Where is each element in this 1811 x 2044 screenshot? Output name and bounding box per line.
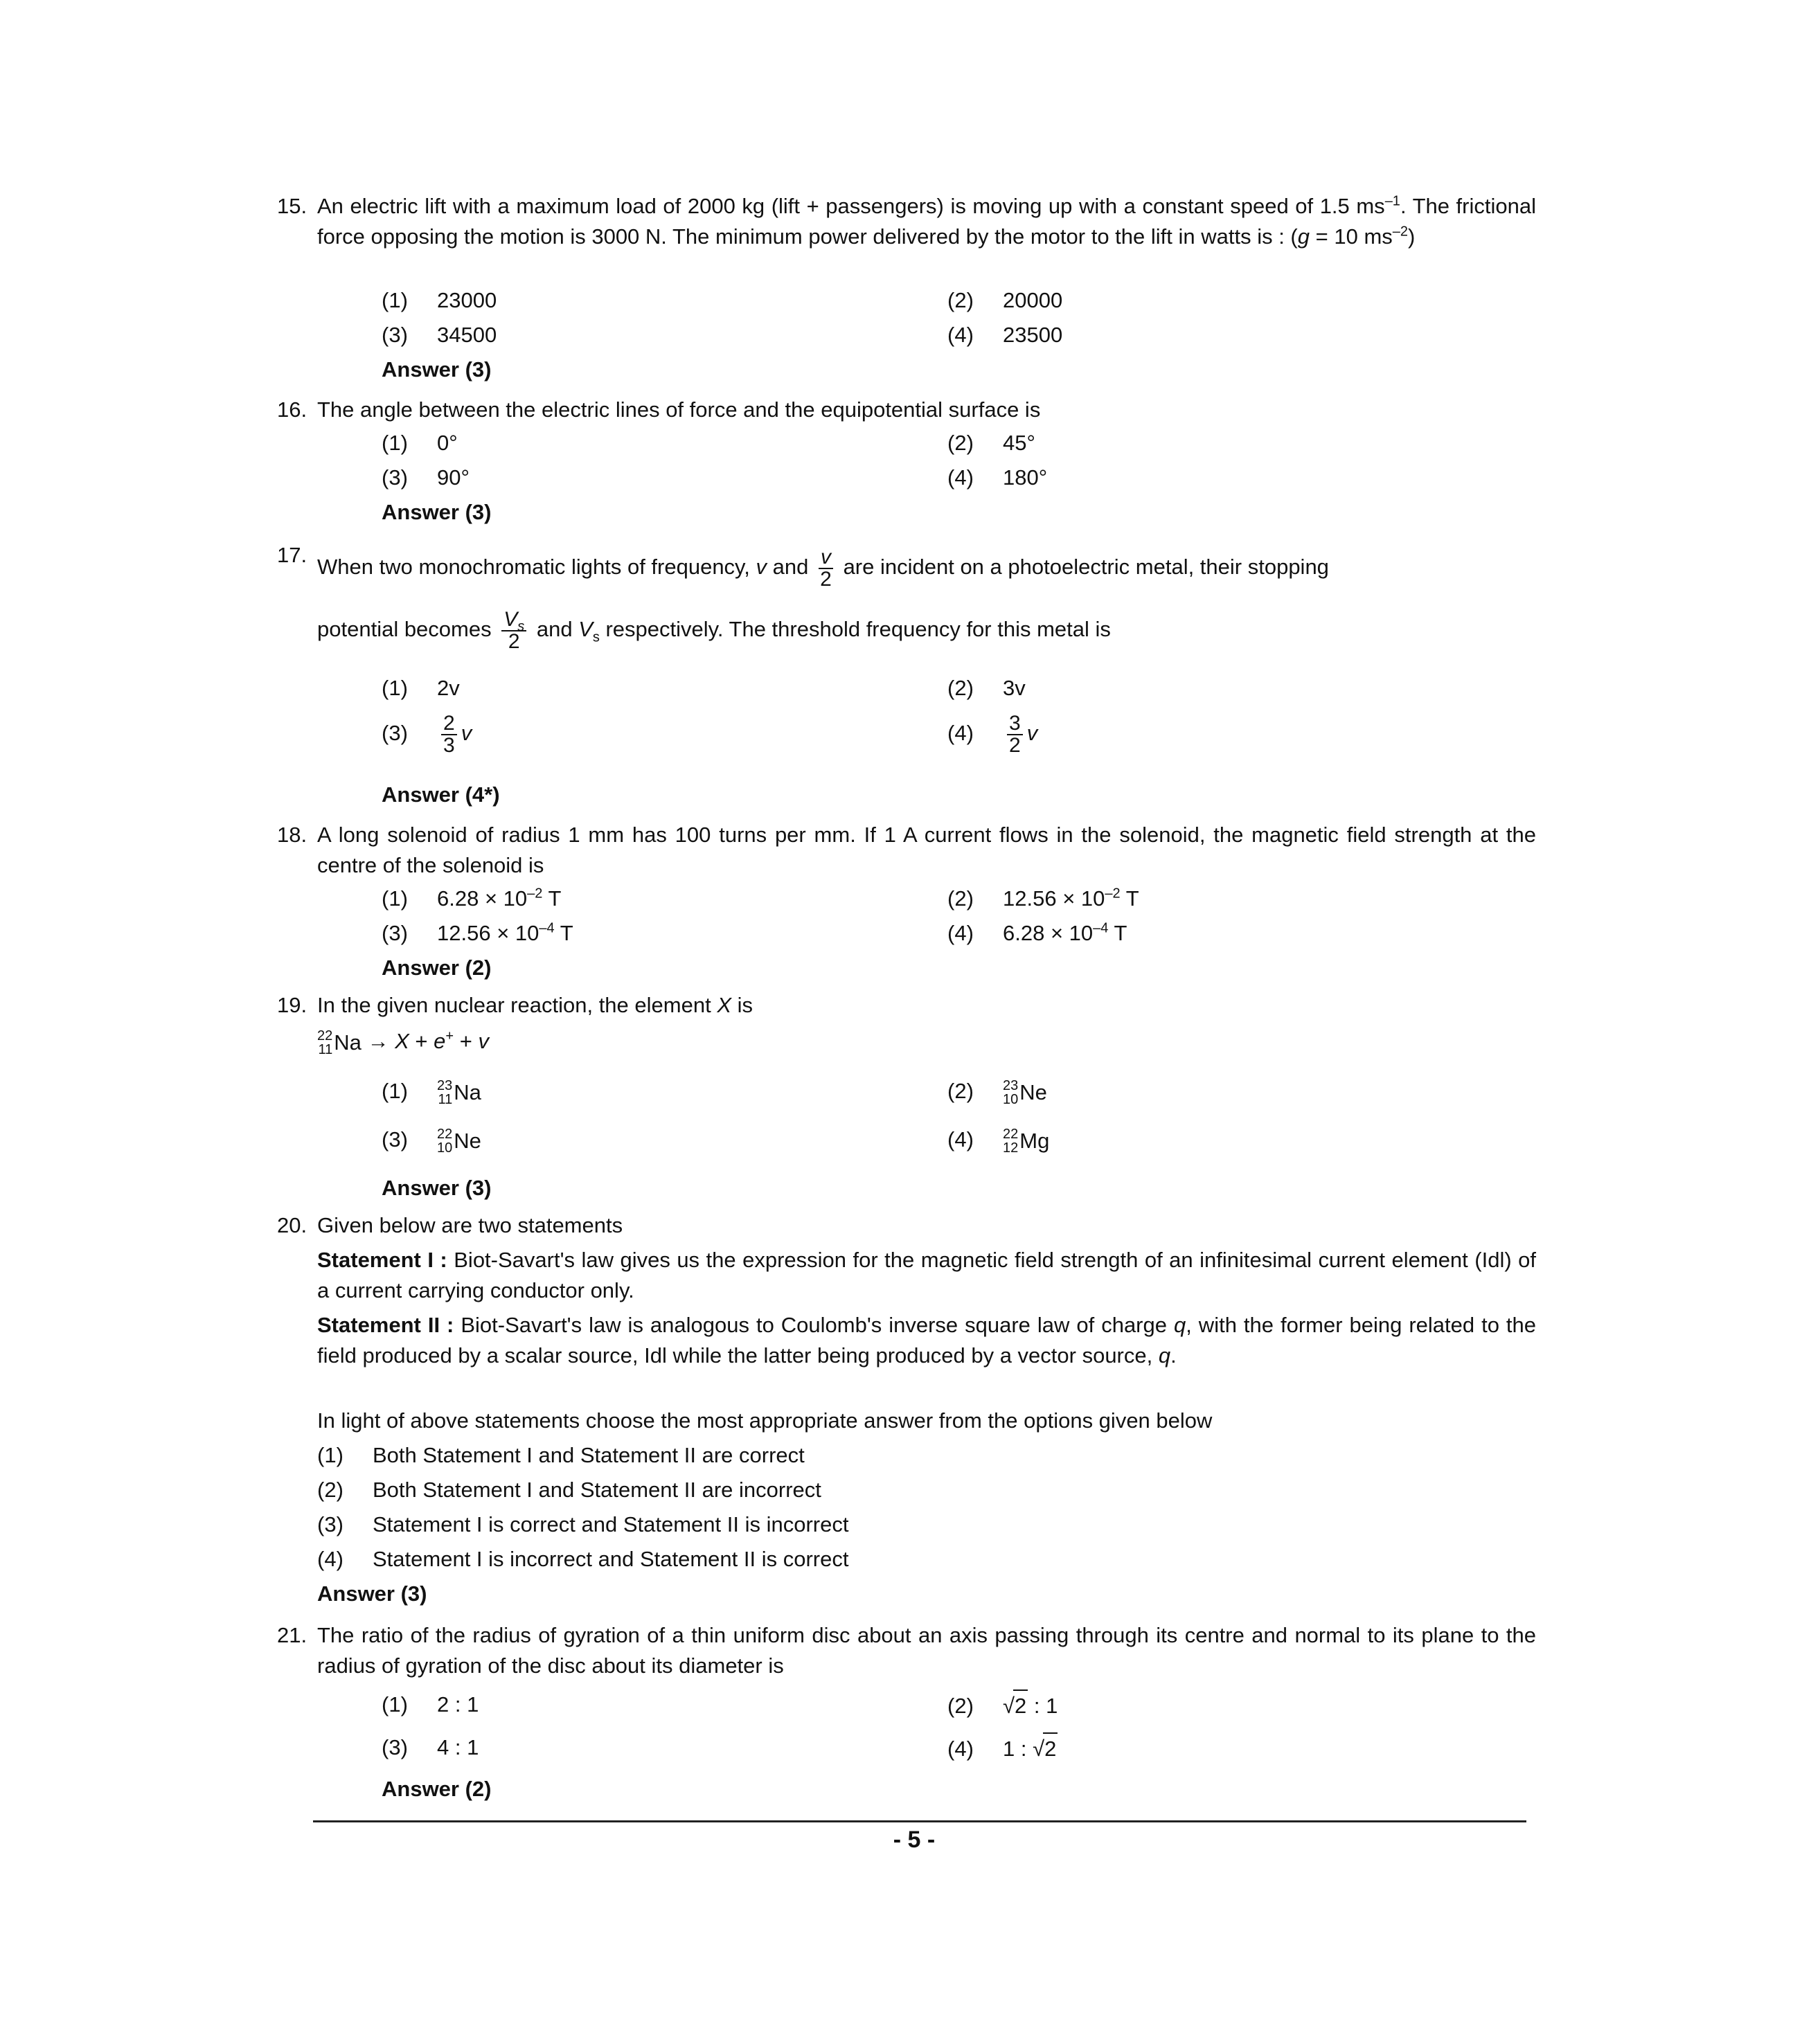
fraction: $\frac{V_s}{2}$ — [501, 609, 526, 652]
option-2: (2) √2 : 1 — [947, 1689, 1058, 1721]
option-4: (4) Statement I is incorrect and Statement II is correct — [317, 1547, 849, 1571]
option-4: (4) 1 : √2 — [947, 1732, 1058, 1764]
question-20 — [277, 1210, 1536, 1606]
footer-divider — [313, 1820, 1526, 1822]
option-2: (2) 45° — [947, 431, 1035, 455]
option-1: (1) 23000 — [382, 288, 497, 312]
answer: Answer (4*) — [382, 782, 500, 807]
question-number: 19. — [277, 993, 307, 1017]
answer: Answer (3) — [382, 357, 492, 382]
option-1: (1) 0° — [382, 431, 458, 455]
option-1: (1) Both Statement I and Statement II are correct — [317, 1443, 805, 1467]
option-1: (1) 2 : 1 — [382, 1692, 479, 1716]
question-stem: The angle between the electric lines of force and the equipotential surface is — [317, 397, 1041, 422]
question-number: 21. — [277, 1623, 307, 1647]
option-3: (3) 22 10 Ne — [382, 1126, 481, 1156]
option-2: (2) $12.56 \times 10^{-2}$ T — [947, 886, 1139, 911]
question-stem: In the given nuclear reaction, the element X is — [317, 993, 753, 1017]
option-4: (4) 23500 — [947, 323, 1063, 347]
option-3: (3) 4 : 1 — [382, 1735, 479, 1759]
answer: Answer (3) — [317, 1581, 427, 1606]
option-3: (3) $\frac{2}{3}$ v — [382, 712, 472, 757]
instruction: In light of above statements choose the most appropriate answer from the options given below — [317, 1408, 1213, 1433]
option-3: (3) 34500 — [382, 323, 497, 347]
page-number: - 5 - — [893, 1827, 936, 1853]
question-number: 16. — [277, 397, 307, 422]
question-stem: A long solenoid of radius 1 mm has 100 turns per mm. If 1 A current flows in the solenoid, the magnetic field strength at the centre of the solenoid is — [317, 823, 1536, 877]
question-stem: The ratio of the radius of gyration of a thin uniform disc about an axis passing through its centre and normal to its plane to the radius of gyration of the disc about its diameter is — [317, 1623, 1536, 1678]
question-stem-line-1: When two monochromatic lights of frequency, v and $\frac{v}{2}$ are incident on a photoelectric metal, their stopping — [317, 546, 1329, 591]
option-3: (3) $12.56 \times 10^{-4}$ T — [382, 920, 573, 945]
question-stem: Given below are two statements — [317, 1213, 623, 1237]
fraction: $\frac{2}{3}$ — [441, 713, 457, 756]
option-4: (4) 22 12 Mg — [947, 1126, 1050, 1156]
option-1: (1) 2v — [382, 676, 460, 700]
option-2: (2) 23 10 Ne — [947, 1077, 1047, 1107]
question-stem: An electric lift with a maximum load of 2000 kg (lift + passengers) is moving up with a constant speed of 1.5 $ms^{-1}$. The frictional force opposing the motion is 3000 N. The minimum power delivered by the motor to the lift in watts is : (g = 10 $ms^{-2}$) — [317, 193, 1536, 249]
option-3: (3) 90° — [382, 465, 470, 490]
statement-1: Statement I : Biot-Savart's law gives us the expression for the magnetic field strength of an infinitesimal current element (Idl) of a current carrying conductor only. — [317, 1248, 1536, 1302]
option-4: (4) $\frac{3}{2}$ v — [947, 712, 1038, 757]
question-19 — [277, 990, 1536, 1200]
question-16 — [277, 395, 1536, 524]
fraction: $\frac{3}{2}$ — [1007, 713, 1023, 756]
fraction: $\frac{v}{2}$ — [819, 547, 833, 590]
option-1: (1) 23 11 Na — [382, 1077, 481, 1107]
question-number: 20. — [277, 1213, 307, 1237]
option-2: (2) 3v — [947, 676, 1026, 700]
question-number: 18. — [277, 823, 307, 847]
statement-2: Statement II : Biot-Savart's law is analogous to Coulomb's inverse square law of charge q, with the former being related to the field produced by a scalar source, Idl while the latter being produced by a vector source, q. — [317, 1313, 1536, 1368]
question-stem-line-2: potential becomes $\frac{V_s}{2}$ and $V_s$ respectively. The threshold frequency for this metal is — [317, 608, 1111, 653]
question-number: 17. — [277, 543, 307, 567]
option-2: (2) 20000 — [947, 288, 1063, 312]
question-21 — [277, 1620, 1536, 1801]
question-18 — [277, 820, 1536, 980]
option-4: (4) $6.28 \times 10^{-4}$ T — [947, 920, 1127, 945]
option-2: (2) Both Statement I and Statement II are incorrect — [317, 1478, 821, 1502]
option-1: (1) $6.28 \times 10^{-2}$ T — [382, 886, 562, 911]
answer: Answer (2) — [382, 956, 492, 980]
question-number: 15. — [277, 194, 307, 218]
question-15 — [277, 191, 1536, 382]
answer: Answer (3) — [382, 500, 492, 524]
option-3: (3) Statement I is correct and Statement II is incorrect — [317, 1512, 849, 1536]
answer: Answer (3) — [382, 1176, 492, 1200]
answer: Answer (2) — [382, 1777, 492, 1801]
nuclear-reaction: 22 11 Na → X + e+ + v — [317, 1028, 489, 1057]
option-4: (4) 180° — [947, 465, 1048, 490]
